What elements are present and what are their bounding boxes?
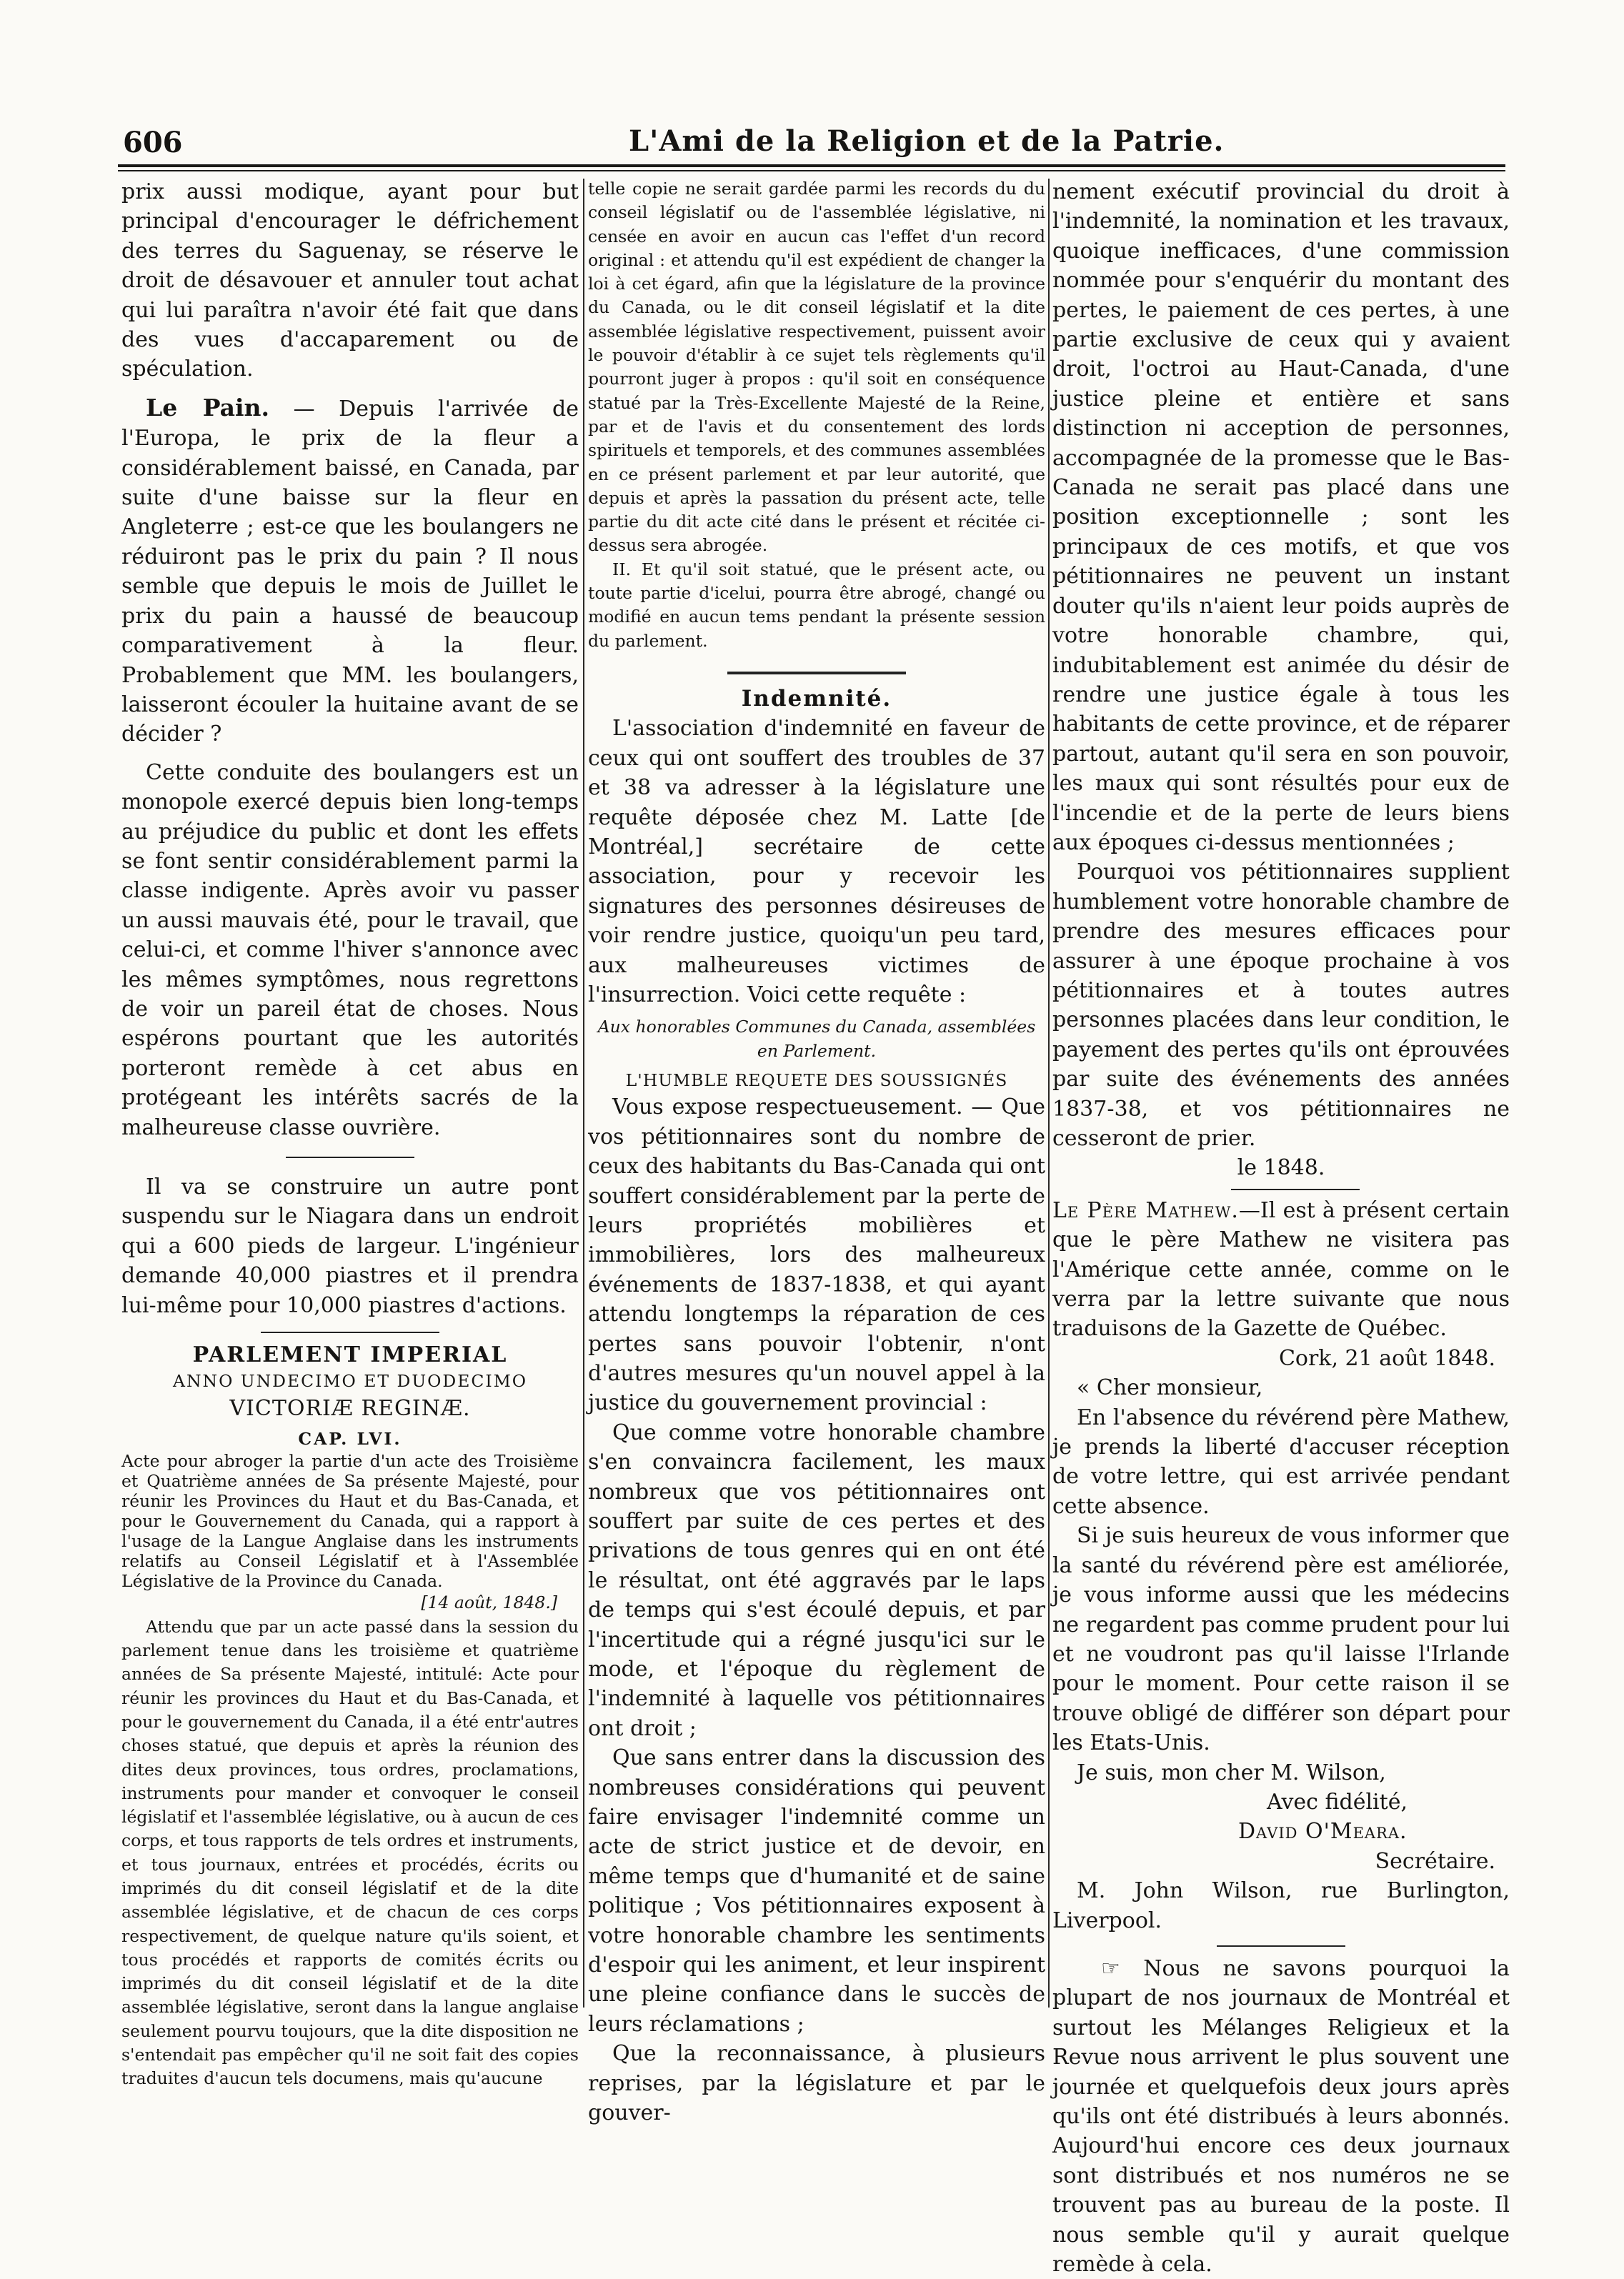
section-heading: Indemnité. [741,685,892,712]
closing: Avec fidélité, [1267,1789,1408,1815]
paragraph-mathew [1052,1196,1510,1344]
header-rule [118,164,1505,167]
dateline: Cork, 21 août 1848. [1278,1345,1495,1371]
paragraph-text: Nous ne savons pourquoi la plupart de nos journaux de Montréal et surtout les Mélanges Religieux et la Revue nous arrivent le plus souvent une journée et quelquefois deux jours après qu'ils ont été distribués à leurs abonnés. Aujourd'hui encore ces deux journaux sont distribués et nos numéros ne se trouvent pas au bureau de la poste. Il nous semble qu'il y aurait quelque remède à cela. [1052,1955,1510,2278]
paragraph: II. Et qu'il soit statué, que le présent acte, ou toute partie d'icelui, pourra être abrogé, changé ou modifié en aucun tems pendant la présente session du parlement. [588,559,1045,651]
paragraph: Que comme votre honorable chambre s'en convaincra facilement, les maux nombreux que vos pétitionnaires ont souffert par suite de ces pertes et des privations de tous genres qui en ont été le résultat, ont été aggravés par le laps de temps qui s'est écoulé depuis, et par l'incertitude qui a régné jusqu'ici sur le mode, et l'époque du règlement de l'indemnité à laquelle vos pétitionnaires ont droit ; [588,1420,1045,1741]
paragraph: En l'absence du révérend père Mathew, je prends la liberté d'accuser réception de votre lettre, qui est arrivée pendant cette absence. [1052,1405,1510,1519]
signature-title: Secrétaire. [1375,1848,1495,1874]
subheading: L'HUMBLE REQUETE DES SOUSSIGNÉS [625,1070,1008,1090]
running-title: L'Ami de la Religion et de la Patrie. [629,124,1225,158]
paragraph: Attendu que par un acte passé dans la session du parlement tenue dans les troisième et quatrième années de Sa présente Majesté, intitulé: Acte pour réunir les provinces du Haut et du Bas-Canada, et pour le gouvernement du Canada, il a été entr'autres choses statué, que depuis et après la réunion des dites deux provinces, tous ordres, proclamations, instruments pour mander et convoquer le conseil législatif et l'assemblée législative, ou à aucun de ces corps, et tous rapports de tels ordres et instruments, et tous journaux, entrées et procédés, écrits ou imprimés du dit conseil législatif et de la dite assemblée législative, et de chacun de ces corps respectivement, de quelque nature qu'ils soient, et tous procédés et rapports de comités écrits ou imprimés du dit conseil législatif et de la dite assemblée législative, seront dans la langue anglaise seulement pourvu toujours, que la dite disposition ne s'entendait pas empêcher qu'il ne soit fait des copies traduites d'aucun tels documens, mais qu'aucune [121,1616,579,2089]
paragraph-pain [121,393,579,749]
paragraph: Pourquoi vos pétitionnaires supplient humblement votre honorable chambre de prendre des mesures efficaces pour assurer à une époque prochaine à vos pétitionnaires et à toutes autres personnes placées dans leur condition, le payement des pertes qu'ils ont éprouvées par suite des événements des années 1837-38, et vos pétitionnaires ne cesseront de prier. [1052,859,1510,1151]
paragraph: Cette conduite des boulangers est un monopole exercé depuis bien long-temps au préjudice du public et dont les effets se font sentir considérablement parmi la classe indigente. Après avoir vu passer un aussi mauvais été, pour le travail, que celui-ci, et comme l'hiver s'annonce avec les mêmes symptômes, nous regrettons de voir un pareil état de choses. Nous espérons pourtant que les autorités porteront remède à cet abus en protégeant les intérêts sacrés de la malheureuse classe ouvrière. [121,759,579,1140]
paragraph: L'association d'indemnité en faveur de ceux qui ont souffert des troubles de 37 et 38 va adresser à la législature une requête déposée chez M. Latte [de Montréal,] secrétaire de cette association, pour y recevoir les signatures des personnes désireuses de voir rendre justice, quoiqu'un peu tard, aux malheureuses victimes de l'insurrection. Voici cette requête : [588,716,1045,1007]
paragraph: nement exécutif provincial du droit à l'indemnité, la nomination et les travaux, quoique inefficaces, d'une commission nommée pour s'enquérir du montant des pertes, le paiement de ces pertes, à une partie exclusive de ceux qui y avaient droit, l'octroi au Haut-Canada, d'une justice pleine et entière et sans distinction ni acception de personnes, accompagnée de la promesse que le Bas-Canada ne serait pas placé dans une position exceptionnelle ; sont les principaux de ces motifs, et que vos pétitionnaires ne peuvent un instant douter qu'ils n'aient leur poids auprès de votre honorable chambre, qui, indubitablement est animée du désir de rendre une justice égale à tous les habitants de cette province, et de réparer partout, autant qu'il sera en son pouvoir, les maux qui sont résultés pour eux de l'incendie et de la perte de leurs biens aux époques ci-dessus mentionnées ; [1052,179,1510,855]
pointing-hand-icon: ☞ [1101,1955,1120,1981]
subheading: VICTORIÆ REGINÆ. [229,1395,471,1421]
address-line: M. John Wilson, rue Burlington, Liverpool. [1052,1878,1510,1933]
date-line: le 1848. [1237,1155,1325,1181]
chapter-label: CAP. LVI. [298,1429,402,1450]
section-heading: Le Père Mathew. [1052,1197,1239,1223]
column-2 [588,177,1045,2126]
section-heading: Le Pain. [146,393,270,422]
column-3 [1052,177,1510,2278]
closing: Je suis, mon cher M. Wilson, [1077,1760,1386,1785]
column-divider [583,179,584,2008]
paragraph: Vous expose respectueusement. — Que vos pétitionnaires sont du nombre de ceux des habitants du Bas-Canada qui ont souffert considérablement par la perte de leurs propriétés mobilières et immobilières, lors des malheureux événements de 1837-1838, et qui ayant attendu longtemps la réparation de ces pertes sans pouvoir l'obtenir, n'ont d'autres mesures qu'un nouvel appel à la justice du gouvernement provincial : [588,1094,1045,1416]
address-line: Aux honorables Communes du Canada, assemblées en Parlement. [597,1017,1036,1061]
subheading: ANNO UNDECIMO ET DUODECIMO [172,1371,528,1392]
paragraph-text: — Depuis l'arrivée de l'Europa, le prix de la fleur a considérablement baissé, en Canada, par suite d'une baisse sur la fleur en Angleterre ; est-ce que les boulangers ne réduiront pas le prix du pain ? Il nous semble que depuis le mois de Juillet le prix du pain a haussé de beaucoup comparativement à la fleur. Probablement que MM. les boulangers, laisseront écouler la huitaine avant de se décider ? [121,396,579,747]
separator [286,1157,414,1158]
paragraph: telle copie ne serait gardée parmi les records du du conseil législatif ou de l'assemblée législative, ni censée en avoir en aucun cas l'effet d'un record original : et attendu qu'il est expédient de changer la loi à cet égard, afin que la législature de la province du Canada, ou le dit conseil législatif et la dite assemblée législative respectivement, puissent avoir le pouvoir d'établir à ce sujet tels règlements qu'il pourront juger à propos : qu'il soit en conséquence statué par la Très-Excellente Majesté de la Reine, par et de l'avis et du consentement des lords spirituels et temporels, et des communes assemblées en ce présent parlement et par leur autorité, que depuis et après la passation du présent acte, telle partie du dit acte cité dans le présent et récitée ci-dessus sera abrogée. [588,179,1045,556]
separator [727,672,906,674]
separator [1217,1945,1345,1947]
paragraph-notice [1052,1954,1510,2279]
column-1 [121,177,579,2089]
paragraph: Il va se construire un autre pont suspendu sur le Niagara dans un endroit qui a 600 pieds de largeur. L'ingénieur demande 40,000 piastres et il prendra lui-même pour 10,000 piastres d'actions. [121,1175,579,1318]
paragraph-text: —Il est à présent certain que le père Mathew ne visitera pas l'Amérique cette année, comme on le verra par la lettre suivante que nous traduisons de la Gazette de Québec. [1052,1197,1510,1342]
column-divider [1048,179,1050,2008]
act-title: Acte pour abroger la partie d'un acte des Troisième et Quatrième années de Sa présente Majesté, pour réunir les Provinces du Haut et du Bas-Canada, et pour le Gouvernement du Canada, qui a rapport à l'usage de la Langue Anglaise dans les instruments relatifs au Conseil Législatif et à l'Assemblée Législative de la Province du Canada. [121,1451,579,1592]
page-number: 606 [123,126,183,159]
separator [261,1332,439,1333]
paragraph: Si je suis heureux de vous informer que la santé du révérend père est améliorée, je vous informe aussi que les médecins ne regardent pas comme prudent pour lui et ne voudront pas qu'il laisse l'Irlande pour le moment. Pour cette raison il se trouve obligé de différer son départ pour les Etats-Unis. [1052,1523,1510,1756]
act-date: [14 août, 1848.] [421,1592,557,1613]
separator [1231,1189,1360,1190]
paragraph: prix aussi modique, ayant pour but principal d'encourager le défrichement des terres du Saguenay, se réserve le droit de désavouer et annuler tout achat qui lui paraîtra n'avoir été fait que dans des vues d'accaparement ou de spéculation. [121,179,579,382]
paragraph: Que la reconnaissance, à plusieurs reprises, par la législature et par le gouver- [588,2041,1045,2126]
salutation: « Cher monsieur, [1077,1375,1263,1401]
paragraph: Que sans entrer dans la discussion des nombreuses considérations qui peuvent faire envisager l'indemnité comme un acte de strict justice et de devoir, en même temps que d'humanité et de saine politique ; Vos pétitionnaires exposent à votre honorable chambre les sentiments d'espoir qui les animent, et leur inspirent une pleine confiance dans le succès de leurs réclamations ; [588,1745,1045,2037]
section-heading: PARLEMENT IMPERIAL [192,1342,508,1368]
signature: David O'Meara. [1238,1819,1408,1845]
header-rule-thin [118,170,1505,171]
